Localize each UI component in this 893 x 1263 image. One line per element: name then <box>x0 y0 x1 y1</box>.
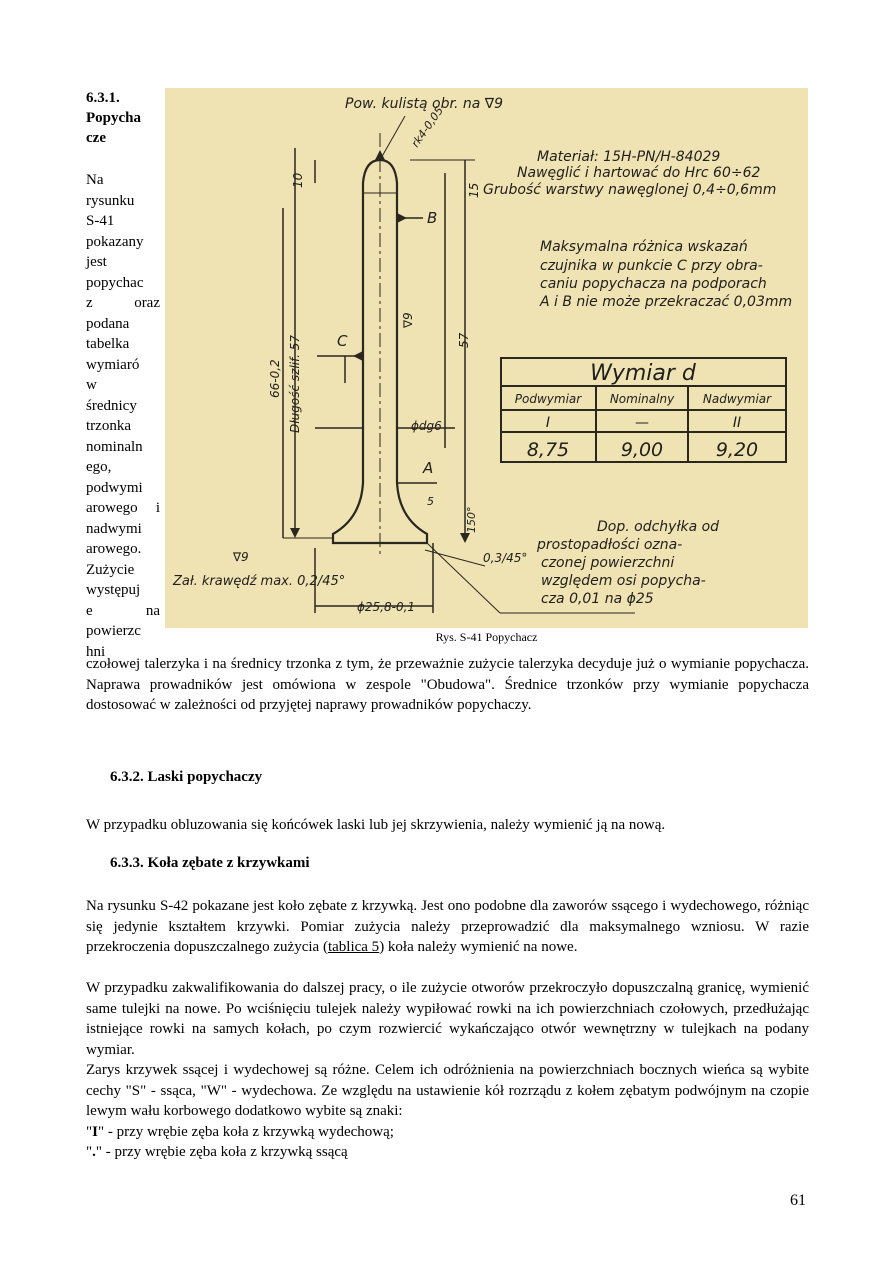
table-5-link[interactable]: tablica 5 <box>327 939 380 955</box>
heading-line: 6.3.1. <box>86 90 120 106</box>
svg-text:caniu popychacza na podporach: caniu popychacza na podporach <box>540 276 767 292</box>
side-text-line: Na <box>86 172 104 188</box>
heading-line: Popycha <box>86 110 142 126</box>
side-text-line: z oraz <box>86 295 160 311</box>
section-631-continuation: czołowej talerzyka i na średnicy trzonka z tym, że przeważnie zużycie talerzyka decyduje już o wymianie popychacza. Naprawa prowadników jest omówiona w zespole "Obudowa". Średnice trzonków przy wymianie popychacza dostosować w zależności od przyjętej naprawy prowadników popychaczy. <box>86 656 809 713</box>
svg-text:cza 0,01 na ϕ25: cza 0,01 na ϕ25 <box>541 591 654 607</box>
popychacz-drawing <box>165 88 808 628</box>
material-note <box>483 149 776 198</box>
side-text-line: w <box>86 377 97 393</box>
section-632-text: W przypadku obluzowania się końcówek laski lub jej skrzywienia, należy wymienić ją na nową. <box>86 817 666 833</box>
chamfer-label: 0,3/45° <box>483 551 528 565</box>
side-text-line: podwymi <box>86 479 143 496</box>
side-text-line: e na <box>86 602 160 619</box>
side-text-line: wymiaró <box>86 356 140 373</box>
finish-mark-face: ∇9 <box>233 550 249 564</box>
dim-5: 5 <box>427 495 434 508</box>
max-difference-note <box>539 239 792 310</box>
side-text-line: jest <box>86 254 107 270</box>
dim-10: 10 <box>291 172 305 188</box>
rk-label: rk4-0,05 <box>408 104 447 150</box>
figure-s41 <box>165 88 808 628</box>
side-text-line: pokazany <box>86 233 144 250</box>
table-cell: II <box>732 415 742 431</box>
table-title: Wymiar d <box>590 361 696 386</box>
section-633-paragraph-1: Na rysunku S-42 pokazane jest koło zębate z krzywką. Jest ono podobne dla zaworów ssącego i wydechowego, różniąc się jedynie kształtem krzywki. Pomiar zużycia należy przeprowadzić dla maksymalnego wzniosu. W razie przekroczenia dopuszczalnego zużycia (tablica 5) koła należy wymienić na nowe. <box>86 898 809 955</box>
side-text-line: Zużycie <box>86 561 135 578</box>
svg-text:Grubość warstwy nawęglonej 0,4: Grubość warstwy nawęglonej 0,4÷0,6mm <box>483 182 777 198</box>
table-cell: 9,20 <box>715 439 759 461</box>
heading-line: cze <box>86 130 106 146</box>
svg-text:względem osi popycha-: względem osi popycha- <box>541 573 706 589</box>
section-632-heading: 6.3.2. Laski popychaczy <box>110 769 263 785</box>
svg-text:czonej powierzchni: czonej powierzchni <box>541 555 675 571</box>
side-text-line: arowego. <box>86 541 142 557</box>
svg-text:Dop. odchyłka od: Dop. odchyłka od <box>597 519 720 535</box>
side-text-line: ego, <box>86 459 112 475</box>
side-text-line: występuj <box>86 582 141 598</box>
svg-text:prostopadłości ozna-: prostopadłości ozna- <box>537 537 683 553</box>
side-text-line: popychac <box>86 274 144 291</box>
section-633-heading: 6.3.3. Koła zębate z krzywkami <box>110 855 310 871</box>
side-text-line: nominaln <box>86 438 143 455</box>
dim-15: 15 <box>467 182 481 198</box>
figure-caption: Rys. S-41 Popychacz <box>435 630 538 644</box>
svg-text:Maksymalna różnica wskazań: Maksymalna różnica wskazań <box>540 239 748 255</box>
dim-66: 66-0,2 <box>268 359 282 398</box>
svg-text:Nawęglić i hartować do Hrc 60÷: Nawęglić i hartować do Hrc 60÷62 <box>517 165 761 181</box>
section-633-paragraph-2: W przypadku zakwalifikowania do dalszej pracy, o ile zużycie otworów przekroczyło dopuszczalną granicę, wymienić same tulejki na nowe. Po wciśnięciu tulejek należy wypiłować rowki na ich powierzchniach czołowych, przedłużając istniejące rowki na samych kołach, po czym rozwiercić wykańczająco otwór wewnętrzny w tulejkach na podany wymiar. <box>86 980 809 1058</box>
edge-label: Zał. krawędź max. 0,2/45° <box>173 574 346 589</box>
top-label: Pow. kulistą obr. na ∇9 <box>345 96 504 112</box>
point-b-label: B <box>427 209 438 227</box>
side-text-line: powierzc <box>86 623 141 639</box>
section-633-paragraph-3: Zarys krzywek ssącej i wydechowej są różne. Celem ich odróżnienia na powierzchniach bocznych wieńca są wybite cechy "S" - ssąca, "W" - wydechowa. Ze względu na ustawienie kół rozrządu z kołem zębatym podwójnym na czopie lewym wału korbowego dodatkowo wybite są znaki: <box>86 1062 809 1119</box>
mark-line-1: "I" - przy wrębie zęba koła z krzywką wydechową; <box>86 1124 394 1140</box>
svg-text:Materiał: 15H-PN/H-84029: Materiał: 15H-PN/H-84029 <box>537 149 721 165</box>
table-cell: — <box>635 415 649 431</box>
side-text-line: S-41 <box>86 213 115 229</box>
side-text-line: arowego i <box>86 500 160 516</box>
table-header: Nadwymiar <box>702 392 772 406</box>
table-header: Nominalny <box>609 392 675 406</box>
section-631-side-text <box>86 170 160 662</box>
table-cell: I <box>545 415 551 431</box>
dg6-label: ϕdg6 <box>411 419 442 433</box>
side-text-line: hni <box>86 643 106 660</box>
page-number: 61 <box>790 1192 806 1209</box>
svg-text:A i B nie może przekraczać 0,0: A i B nie może przekraczać 0,03mm <box>540 294 793 310</box>
side-text-line: średnicy <box>86 397 137 414</box>
side-text-line: podana <box>86 315 130 332</box>
dim-shaft-length: Długość szlif. 57 <box>288 334 302 433</box>
tolerance-note <box>536 519 719 607</box>
point-a-label: A <box>423 459 434 477</box>
side-text-line: nadwymi <box>86 520 142 537</box>
finish-mark-shaft: ∇9 <box>401 312 415 328</box>
table-cell: 9,00 <box>620 439 664 461</box>
mark-line-2: "." - przy wrębie zęba koła z krzywką ssącą <box>86 1144 348 1160</box>
section-631-heading <box>86 88 164 148</box>
table-cell: 8,75 <box>526 439 570 461</box>
diameter-label: ϕ25,8-0,1 <box>357 600 416 614</box>
table-header: Podwymiar <box>514 392 582 406</box>
svg-text:czujnika w punkcie C przy obra: czujnika w punkcie C przy obra- <box>540 258 763 274</box>
side-text-line: trzonka <box>86 418 131 434</box>
dim-57: 57 <box>457 332 471 348</box>
angle-150: 150° <box>465 506 478 533</box>
point-c-label: C <box>337 332 348 350</box>
side-text-line: tabelka <box>86 336 130 352</box>
side-text-line: rysunku <box>86 192 135 209</box>
